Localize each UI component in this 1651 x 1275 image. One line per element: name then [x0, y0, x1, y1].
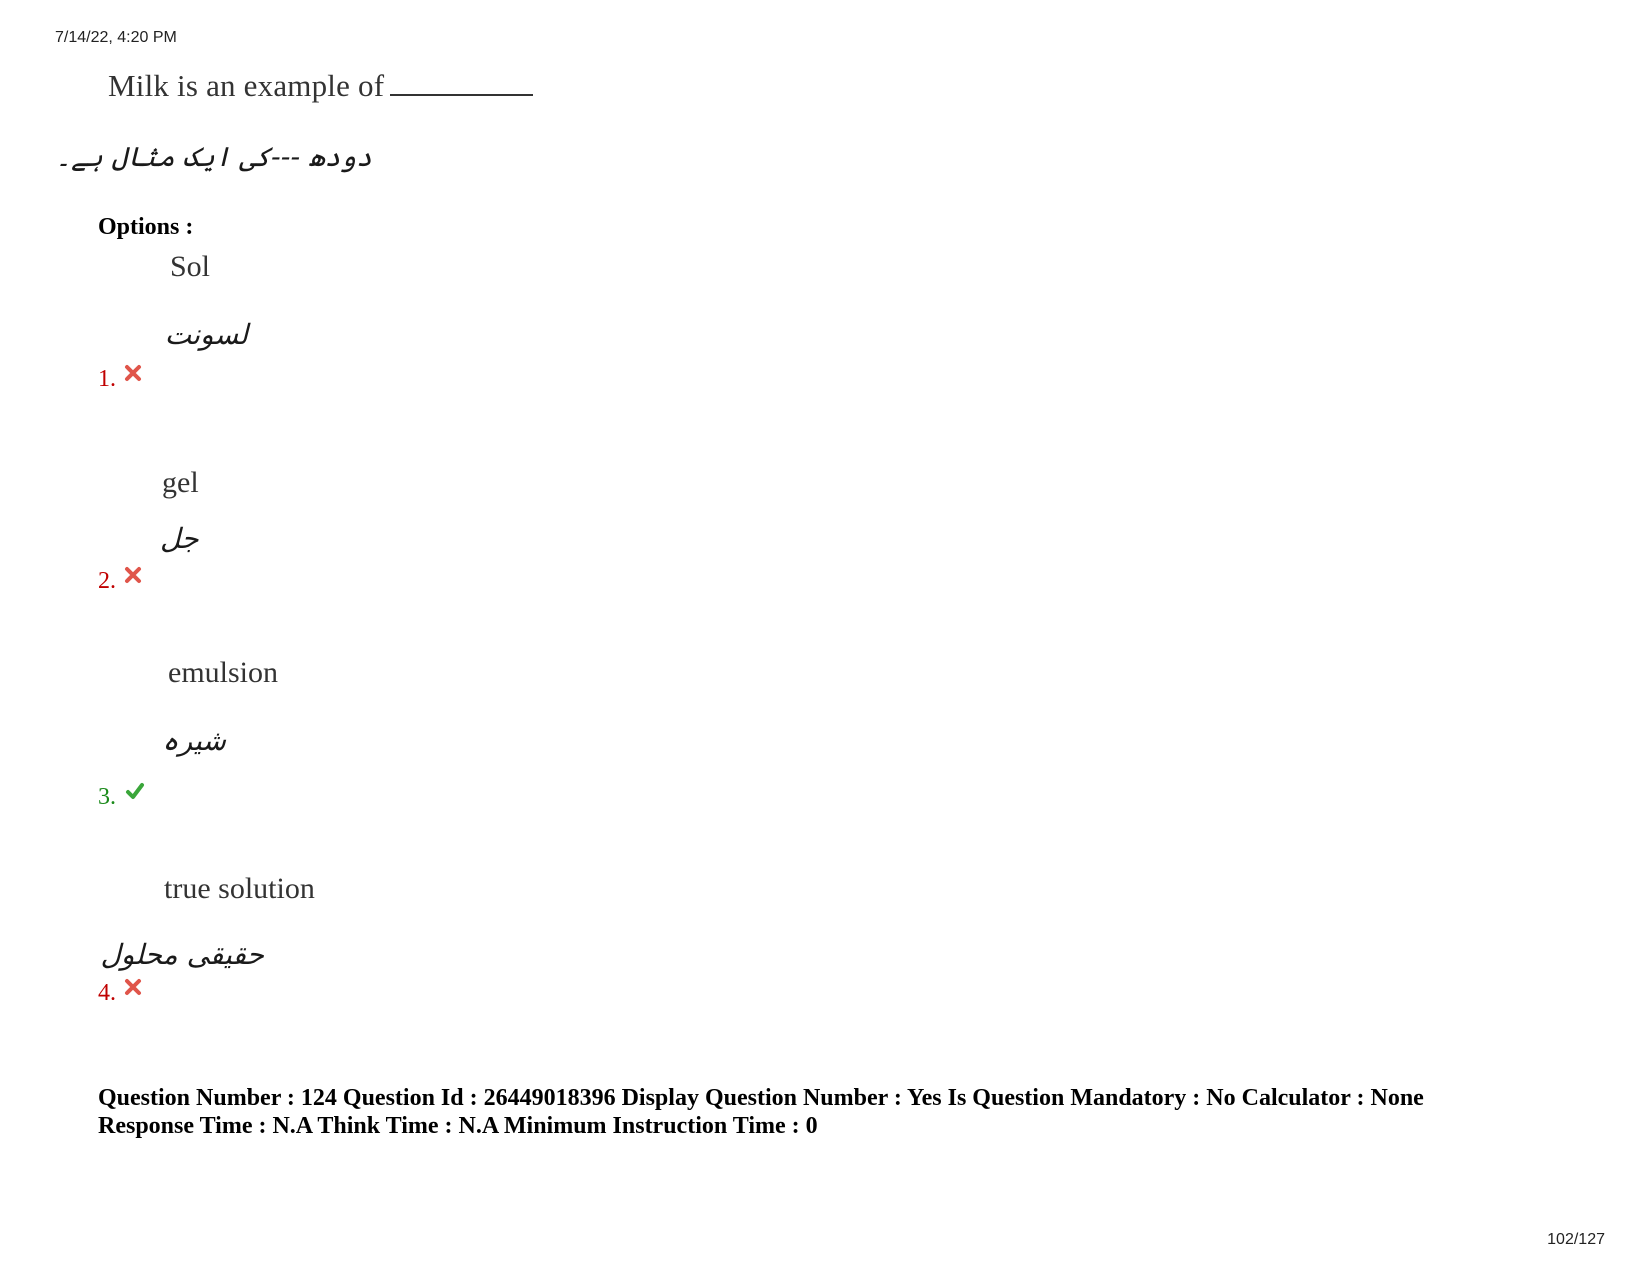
option-4-urdu: حقیقی محلول — [100, 938, 264, 971]
question-text-english — [108, 68, 533, 104]
check-icon — [124, 782, 146, 800]
option-1-urdu: لسونت — [164, 318, 248, 351]
options-label: Options : — [98, 214, 194, 240]
page-number: 102/127 — [1547, 1231, 1605, 1248]
option-2-urdu: جل — [160, 522, 199, 555]
question-text-urdu: دودھ ---کی ایک مثال ہے۔ — [55, 142, 372, 173]
option-1-english: Sol — [170, 250, 211, 283]
option-3-urdu: شیرہ — [162, 724, 226, 757]
option-3-number-row — [98, 784, 146, 811]
question-meta-line-2: Response Time : N.A Think Time : N.A Minimum Instruction Time : 0 — [98, 1113, 818, 1139]
question-blank — [390, 68, 533, 96]
cross-icon — [124, 978, 142, 996]
option-3-english: emulsion — [168, 656, 278, 689]
question-meta-line-1: Question Number : 124 Question Id : 26449018396 Display Question Number : Yes Is Question Mandatory : No Calculator : None — [98, 1085, 1424, 1111]
option-4-english: true solution — [164, 872, 315, 905]
cross-icon — [124, 566, 142, 584]
option-2-number-row — [98, 568, 142, 595]
option-2-english: gel — [162, 466, 199, 499]
option-3-number: 3. — [98, 784, 116, 810]
option-1-number-row — [98, 366, 142, 393]
option-2-number: 2. — [98, 568, 116, 594]
option-4-number: 4. — [98, 980, 116, 1006]
question-english-label: Milk is an example of — [108, 68, 385, 103]
option-1-number: 1. — [98, 366, 116, 392]
print-datetime: 7/14/22, 4:20 PM — [55, 29, 177, 46]
option-4-number-row — [98, 980, 142, 1007]
cross-icon — [124, 364, 142, 382]
